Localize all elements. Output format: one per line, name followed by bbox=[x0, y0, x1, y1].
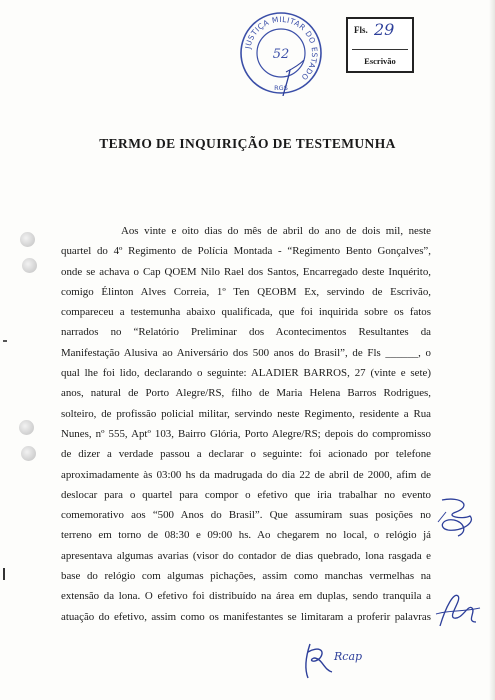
document-title: TERMO DE INQUIRIÇÃO DE TESTEMUNHA bbox=[99, 136, 396, 151]
body-line: atuação do efetivo, assim como os manifestantes se limitaram a proferir palavras bbox=[61, 610, 431, 623]
body-line: comigo Élinton Alves Correia, 1º Ten QEOBM Ex, servindo de Escrivão, bbox=[61, 285, 431, 298]
body-line: Aos vinte e oito dias do mês de abril do ano de dois mil, neste bbox=[121, 225, 431, 237]
testimony-body bbox=[61, 221, 431, 627]
body-line: deslocar para o quartel para compor o efetivo que iria trabalhar no evento bbox=[61, 488, 431, 501]
folio-role: Escrivão bbox=[364, 56, 396, 66]
body-line: anos, natural de Porto Alegre/RS, filho de Maria Helena Barros Rodrigues, bbox=[61, 387, 431, 400]
body-line: aproximadamente às 03:00 hs da madrugada do dia 22 de abril de 2000, afim de bbox=[61, 468, 431, 481]
margin-signature-lower bbox=[432, 586, 484, 636]
body-line: onde se achava o Cap QOEM Nilo Rael dos Santos, Encarregado deste Inquérito, bbox=[61, 265, 431, 278]
folio-underline bbox=[352, 49, 408, 50]
page-edge-shadow bbox=[489, 0, 495, 700]
body-line: qual lhe foi lido, declarando o seguinte: ALADIER BARROS, 27 (vinte e sete) bbox=[61, 367, 431, 380]
body-line: quartel do 4º Regimento de Polícia Montada - “Regimento Bento Gonçalves”, bbox=[61, 245, 431, 258]
seal-ring-text: JUSTIÇA MILITAR DO ESTADO bbox=[243, 14, 320, 83]
margin-signature-upper bbox=[432, 492, 480, 540]
body-line: comemorativo aos “500 Anos do Brasil”. Que assumiram suas posições no bbox=[61, 509, 431, 522]
body-line: extensão da lona. O efetivo foi distribuído na área em duplas, sendo tranquila a bbox=[61, 590, 431, 603]
body-line: solteiro, de profissão policial militar, servindo neste Regimento, residente a Rua bbox=[61, 407, 431, 420]
seal-center-number: 52 bbox=[272, 47, 290, 62]
body-line: terreno em torno de 08:30 e 09:00 hs. Ao chegarem no local, o relógio já bbox=[61, 529, 431, 542]
seal-bottom-text: RGS bbox=[274, 84, 288, 92]
body-line: Manifestação Alusiva ao Aniversário dos 500 anos do Brasil”, de Fls ______, o bbox=[61, 346, 431, 359]
official-seal bbox=[238, 10, 324, 96]
body-line: de dizer a verdade passou a declarar o seguinte: foi acionado por telefone bbox=[61, 448, 431, 461]
margin-tick bbox=[3, 340, 7, 342]
punch-hole bbox=[20, 232, 35, 247]
body-line: apresentava algumas avarias (visor do contador de dias quebrado, lona rasgada e bbox=[61, 549, 431, 562]
punch-hole bbox=[22, 258, 37, 273]
punch-hole bbox=[19, 420, 34, 435]
punch-hole bbox=[21, 446, 36, 461]
body-line: narrados no “Relatório Preliminar dos Acontecimentos Resultantes da bbox=[61, 326, 431, 339]
footer-initials-text: Rcap bbox=[334, 650, 363, 663]
margin-tick bbox=[3, 568, 5, 580]
folio-number: 29 bbox=[374, 20, 395, 39]
body-line: compareceu a testemunha abaixo qualificada, que foi inquirida sobre os fatos bbox=[61, 306, 431, 319]
body-line: base do relógio com algumas pichações, assim como manchas vermelhas na bbox=[61, 570, 431, 583]
folio-label: Fls. bbox=[354, 25, 368, 35]
footer-initials-signature bbox=[296, 638, 368, 682]
body-line: Nunes, nº 555, Aptº 103, Bairro Glória, Porto Alegre/RS; depois do compromisso bbox=[61, 427, 431, 440]
folio-box bbox=[346, 17, 414, 73]
